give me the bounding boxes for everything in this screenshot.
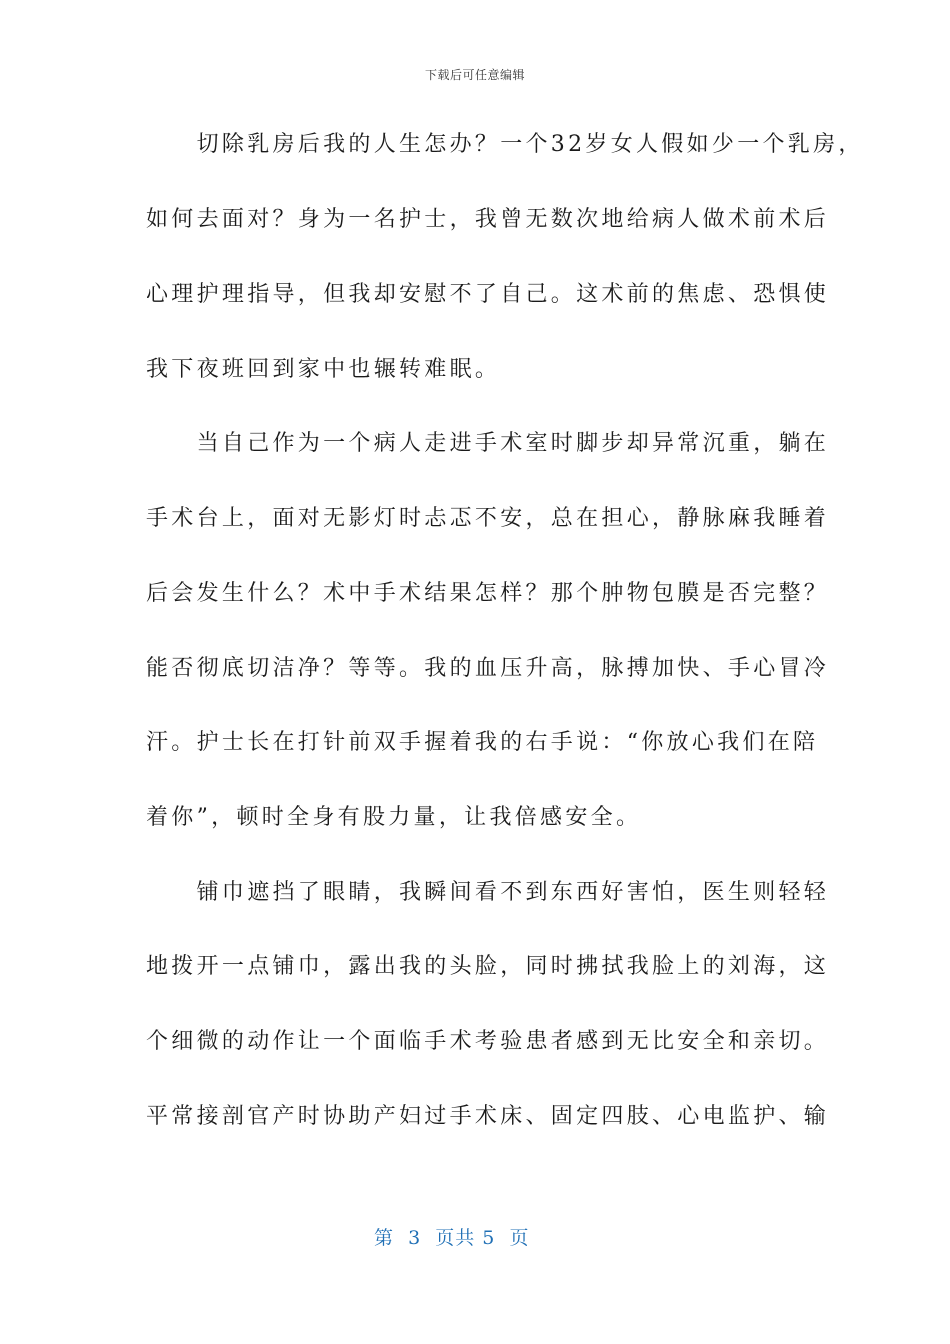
text-line: 地拨开一点铺巾，露出我的头脸，同时拂拭我脸上的刘海，这 (146, 954, 830, 979)
text-line: 个细微的动作让一个面临手术考验患者感到无比安全和亲切。 (146, 1029, 830, 1054)
text-line: 能否彻底切洁净？等等。我的血压升高，脉搏加快、手心冒冷 (146, 656, 830, 681)
text-line: 平常接剖官产时协助产妇过手术床、固定四肢、心电监护、输 (146, 1104, 830, 1129)
text-line: 铺巾遮挡了眼睛，我瞬间看不到东西好害怕，医生则轻轻 (146, 880, 830, 905)
text-line: 切除乳房后我的人生怎办？一个32岁女人假如少一个乳房， (146, 132, 864, 157)
page-header: 下载后可任意编辑 (424, 68, 525, 82)
text-line: 当自己作为一个病人走进手术室时脚步却异常沉重，躺在 (146, 431, 830, 456)
text-line: 如何去面对？身为一名护士，我曾无数次地给病人做术前术后 (146, 207, 830, 232)
text-line: 后会发生什么？术中手术结果怎样？那个肿物包膜是否完整？ (146, 581, 830, 606)
text-line: 我下夜班回到家中也辗转难眠。 (146, 357, 501, 382)
text-line: 着你”，顿时全身有股力量，让我倍感安全。 (146, 805, 642, 830)
text-line: 手术台上，面对无影灯时忐忑不安，总在担心，静脉麻我睡着 (146, 506, 830, 531)
page-footer: 第 3 页共 5 页 (374, 1227, 530, 1249)
text-line: 心理护理指导，但我却安慰不了自己。这术前的焦虑、恐惧使 (146, 282, 830, 307)
text-line: 汗。护士长在打针前双手握着我的右手说：“你放心我们在陪 (146, 730, 819, 755)
